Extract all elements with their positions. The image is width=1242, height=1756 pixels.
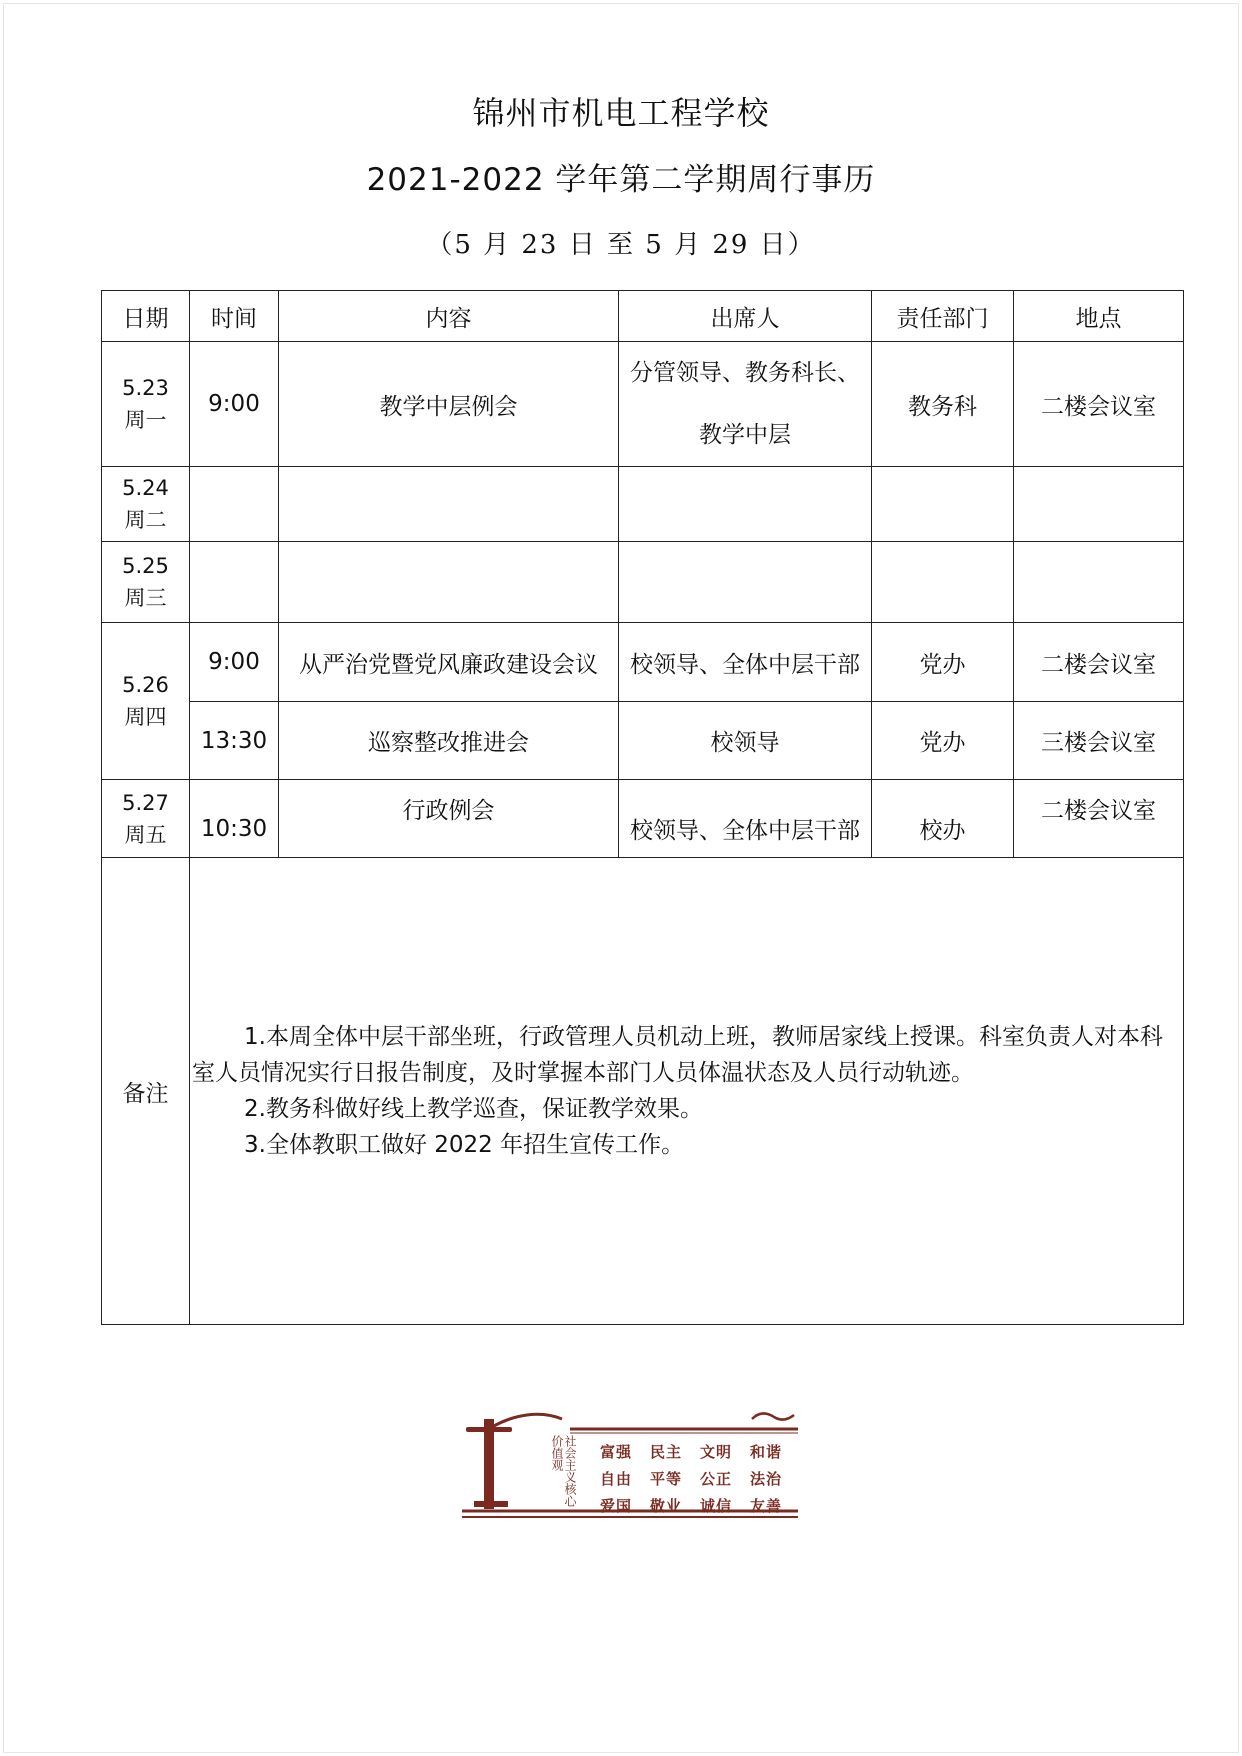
- core-value: 诚信: [700, 1497, 733, 1515]
- weekday: 周四: [124, 705, 167, 729]
- core-value: 爱国: [600, 1497, 633, 1515]
- content-cell: [279, 467, 619, 542]
- core-value: 法治: [750, 1470, 783, 1488]
- date-cell: [102, 623, 190, 780]
- content-cell: 从严治党暨党风廉政建设会议: [279, 623, 619, 702]
- department-cell: 党办: [872, 623, 1014, 702]
- table-row: [102, 780, 1184, 858]
- weekday: 周三: [124, 586, 167, 610]
- core-values-logo: [462, 1405, 798, 1521]
- location-cell: 三楼会议室: [1014, 702, 1184, 780]
- date-range: （5 月 23 日 至 5 月 29 日）: [426, 230, 816, 260]
- content-cell: 巡察整改推进会: [279, 702, 619, 780]
- attendees-cell: [619, 467, 872, 542]
- date: 5.23: [122, 376, 169, 400]
- time-cell: 9:00: [190, 342, 279, 467]
- weekday: 周二: [124, 508, 167, 532]
- date: 5.25: [122, 554, 169, 578]
- table-row: [102, 702, 1184, 780]
- date-cell: [102, 342, 190, 467]
- header-time: 时间: [190, 291, 279, 342]
- department-cell: 校办: [872, 780, 1014, 858]
- weekly-calendar-table: [101, 290, 1184, 1325]
- content-cell: 行政例会: [279, 780, 619, 858]
- notes-label: 备注: [102, 858, 190, 1325]
- department-cell: [872, 542, 1014, 623]
- location-cell: 二楼会议室: [1014, 780, 1184, 858]
- core-value: 友善: [750, 1497, 783, 1515]
- header-content: 内容: [279, 291, 619, 342]
- date-cell: [102, 467, 190, 542]
- attendees-cell: [619, 342, 872, 467]
- attendees-line: 分管领导、教务科长、: [630, 360, 860, 386]
- location-cell: 二楼会议室: [1014, 623, 1184, 702]
- note-item: 1.本周全体中层干部坐班，行政管理人员机动上班，教师居家线上授课。科室负责人对本科室人员情况实行日报告制度，及时掌握本部门人员体温状态及人员行动轨迹。: [192, 1024, 1163, 1086]
- attendees-cell: 校领导、全体中层干部: [619, 780, 872, 858]
- table-row: [102, 467, 1184, 542]
- core-value: 敬业: [650, 1497, 683, 1515]
- note-item: 2.教务科做好线上教学巡查，保证教学效果。: [244, 1096, 703, 1122]
- location-cell: [1014, 467, 1184, 542]
- time-cell: 10:30: [190, 780, 279, 858]
- table-header-row: [102, 291, 1184, 342]
- header-date: 日期: [102, 291, 190, 342]
- department-cell: 党办: [872, 702, 1014, 780]
- note-item: 3.全体教职工做好 2022 年招生宣传工作。: [244, 1132, 685, 1158]
- table-row: [102, 623, 1184, 702]
- core-value: 公正: [700, 1470, 733, 1488]
- date: 5.27: [122, 790, 169, 815]
- attendees-cell: 校领导、全体中层干部: [619, 623, 872, 702]
- date: 5.24: [122, 476, 169, 500]
- time-cell: [190, 467, 279, 542]
- core-value: 平等: [650, 1470, 683, 1488]
- department-cell: 教务科: [872, 342, 1014, 467]
- core-values-grid: [600, 1441, 800, 1516]
- attendees-cell: 校领导: [619, 702, 872, 780]
- weekday: 周一: [124, 408, 167, 432]
- weekday: 周五: [124, 822, 167, 847]
- department-cell: [872, 467, 1014, 542]
- logo-pillar-text: 社会主义核心价值观: [550, 1435, 577, 1507]
- core-value: 民主: [650, 1443, 683, 1461]
- content-cell: [279, 542, 619, 623]
- header-location: 地点: [1014, 291, 1184, 342]
- notes-content: [190, 858, 1184, 1325]
- date-cell: [102, 542, 190, 623]
- header-department: 责任部门: [872, 291, 1014, 342]
- table-row: [102, 542, 1184, 623]
- time-cell: 13:30: [190, 702, 279, 780]
- time-cell: [190, 542, 279, 623]
- notes-row: [102, 858, 1184, 1325]
- location-cell: 二楼会议室: [1014, 342, 1184, 467]
- content-cell: 教学中层例会: [279, 342, 619, 467]
- school-name: 锦州市机电工程学校: [472, 94, 770, 132]
- core-value: 和谐: [750, 1443, 783, 1461]
- attendees-line: 教学中层: [699, 422, 791, 448]
- core-value: 富强: [600, 1443, 633, 1461]
- calendar-title: 2021-2022 学年第二学期周行事历: [366, 162, 876, 198]
- date: 5.26: [122, 673, 169, 697]
- location-cell: [1014, 542, 1184, 623]
- header-attendees: 出席人: [619, 291, 872, 342]
- date-cell: [102, 780, 190, 858]
- time-cell: 9:00: [190, 623, 279, 702]
- attendees-cell: [619, 542, 872, 623]
- core-value: 自由: [600, 1470, 633, 1488]
- table-row: [102, 342, 1184, 467]
- core-value: 文明: [700, 1443, 733, 1461]
